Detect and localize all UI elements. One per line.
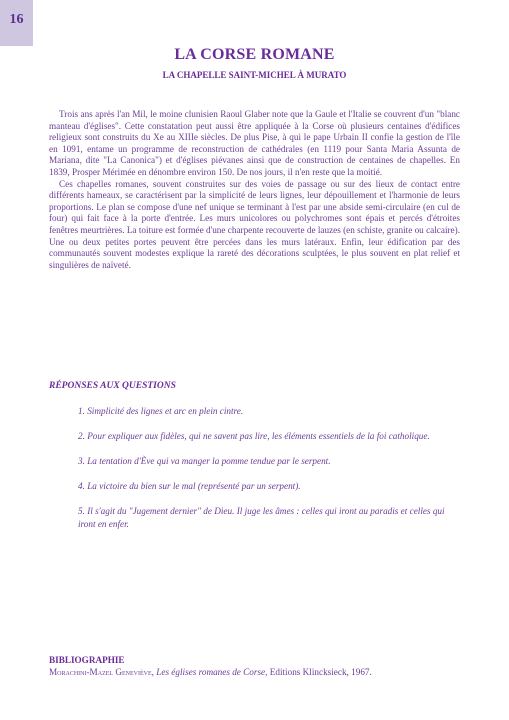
bibliography-work: Les églises romanes de Corse xyxy=(156,667,266,677)
page-subtitle: LA CHAPELLE SAINT-MICHEL À MURATO xyxy=(162,70,347,80)
list-item: 4. La victoire du bien sur le mal (représenté par un serpent). xyxy=(78,481,301,491)
list-item: 3. La tentation d'Ève qui va manger la pomme tendue par le serpent. xyxy=(78,456,331,466)
bibliography xyxy=(49,654,479,678)
bibliography-entry xyxy=(49,666,479,678)
list-item: 5. Il s'agit du "Jugement dernier" de Dieu. Il juge les âmes : celles qui iront au paradis et celles qui iront en enfer. xyxy=(78,506,445,529)
answers-list xyxy=(78,405,453,543)
bibliography-heading: BIBLIOGRAPHIE xyxy=(49,655,125,665)
answers-heading: RÉPONSES AUX QUESTIONS xyxy=(49,381,176,391)
list-item: 2. Pour expliquer aux fidèles, qui ne savent pas lire, les éléments essentiels de la foi catholique. xyxy=(78,431,430,441)
bibliography-publisher: , Editions Klincksieck, 1967. xyxy=(265,667,372,677)
page-number-badge xyxy=(0,0,33,46)
list-item: 1. Simplicité des lignes et arc en plein cintre. xyxy=(78,406,244,416)
article-body xyxy=(49,109,460,271)
paragraph: Trois ans après l'an Mil, le moine clunisien Raoul Glaber note que la Gaule et l'Italie se couvrent d'un "blanc manteau d'églises". Cette constatation peut aussi être appliquée à la Corse où plusieurs centaines d'édifices religieux sont construits du Xe au XIIIe siècles. De plus Pise, à qui le pape Urbain II confie la gestion de l'île en 1091, entame un programme de reconstruction de cathédrales (en 1119 pour Santa Maria Assunta de Mariana, dite "La Canonica") et d'églises piévanes ainsi que de construction de centaines de chapelles. En 1839, Prosper Mérimée en dénombre environ 150. De nos jours, il n'en reste que la moitié. xyxy=(49,109,460,177)
page-number: 16 xyxy=(9,12,24,27)
bibliography-author: Morachini-Mazel Geneviève, xyxy=(49,667,154,677)
page-title: LA CORSE ROMANE xyxy=(174,46,335,63)
paragraph: Ces chapelles romanes, souvent construites sur des voies de passage ou sur des lieux de contact entre différents hameaux, se caractérisent par la simplicité de leurs lignes, leur dépouillement et l'harmonie de leurs proportions. Le plan se compose d'une nef unique se terminant à l'est par une abside semi-circulaire (en cul de four) qui fait face à la porte d'entrée. Les murs unicolores ou polychromes sont épais et percés d'étroites fenêtres meurtrières. La toiture est formée d'une charpente recouverte de lauzes (en schiste, granite ou calcaire). Une ou deux petites portes peuvent être percées dans les murs latéraux. Enfin, leur édification par des communautés souvent modestes explique la rareté des décorations sculptées, le plus souvent en plat relief et singulières de naïveté. xyxy=(49,178,460,270)
